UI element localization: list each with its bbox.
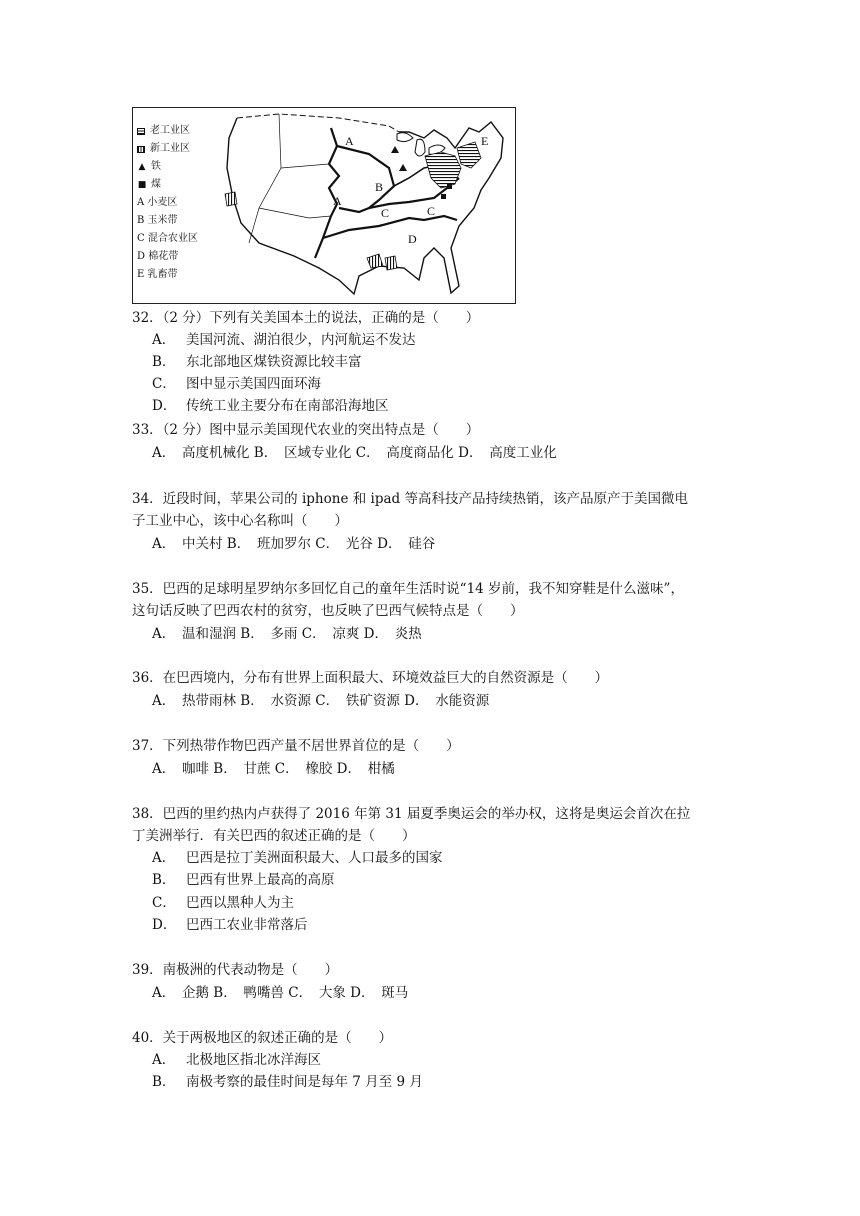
question-37-options[interactable]: A． 咖啡 B． 甘蔗 C． 橡胶 D． 柑橘 — [152, 761, 395, 777]
question-38-option-c[interactable]: C． 巴西以黑种人为主 — [152, 895, 294, 911]
hatch-vertical-icon — [137, 146, 145, 153]
region-label-c-east: C — [427, 204, 436, 218]
map-legend — [137, 122, 231, 284]
question-38-option-a[interactable]: A． 巴西是拉丁美洲面积最大、人口最多的国家 — [152, 850, 443, 866]
question-40-option-b[interactable]: B． 南极考察的最佳时间是每年 7 月至 9 月 — [152, 1074, 423, 1090]
question-37-stem: 37．下列热带作物巴西产量不居世界首位的是（ ） — [132, 738, 460, 754]
question-32-option-c[interactable]: C． 图中显示美国四面环海 — [152, 376, 321, 392]
question-38-option-d[interactable]: D． 巴西工农业非常落后 — [152, 917, 308, 933]
question-32-option-b[interactable]: B． 东北部地区煤铁资源比较丰富 — [152, 354, 362, 370]
square-icon: ■ — [137, 180, 147, 190]
question-39-options[interactable]: A． 企鹅 B． 鸭嘴兽 C． 大象 D． 斑马 — [152, 985, 409, 1001]
question-34-stem-cont: 子工业中心，该中心名称叫（ ） — [132, 513, 348, 529]
legend-item-cotton: D 棉花带 — [137, 251, 179, 262]
question-34-stem: 34．近段时间，苹果公司的 iphone 和 ipad 等高科技产品持续热销，该产品原产于美国微电 — [132, 491, 688, 507]
region-label-a-south: A — [333, 194, 342, 208]
question-40-stem: 40．关于两极地区的叙述正确的是（ ） — [132, 1030, 393, 1046]
question-35-options[interactable]: A． 温和湿润 B． 多雨 C． 凉爽 D． 炎热 — [152, 626, 422, 642]
legend-item-corn: B 玉米带 — [137, 215, 178, 226]
question-36-options[interactable]: A． 热带雨林 B． 水资源 C． 铁矿资源 D． 水能资源 — [152, 693, 490, 709]
region-label-a-north: A — [345, 134, 354, 148]
legend-item-iron: ▲ 铁 — [137, 158, 231, 176]
question-38-stem-cont: 丁美洲举行．有关巴西的叙述正确的是（ ） — [132, 828, 416, 844]
hatch-horizontal-icon — [137, 128, 145, 135]
legend-item-mixed: C 混合农业区 — [137, 233, 198, 244]
usa-outline-map — [219, 108, 514, 302]
question-34-options[interactable]: A． 中关村 B． 班加罗尔 C． 光谷 D． 硅谷 — [152, 536, 436, 552]
region-label-d: D — [408, 232, 417, 246]
region-label-e: E — [481, 134, 489, 148]
question-40-option-a[interactable]: A． 北极地区指北冰洋海区 — [152, 1052, 321, 1068]
question-32-option-a[interactable]: A． 美国河流、湖泊很少，内河航运不发达 — [152, 332, 416, 348]
question-32-option-d[interactable]: D． 传统工业主要分布在南部沿海地区 — [152, 398, 389, 414]
region-label-b: B — [375, 180, 384, 194]
question-38-stem: 38．巴西的里约热内卢获得了 2016 年第 31 届夏季奥运会的举办权，这将是奥运会首次在拉 — [132, 806, 691, 822]
legend-item-new-industry: 新工业区 — [137, 140, 231, 158]
legend-item-coal: ■ 煤 — [137, 176, 231, 194]
question-35-stem: 35．巴西的足球明星罗纳尔多回忆自己的童年生活时说“14 岁前，我不知穿鞋是什么滋味”， — [132, 581, 684, 597]
question-32-stem: 32．（2 分）下列有关美国本土的说法，正确的是（ ） — [132, 310, 480, 326]
triangle-icon: ▲ — [138, 162, 146, 172]
region-label-c-west: C — [381, 206, 390, 220]
question-33-options[interactable]: A． 高度机械化 B． 区域专业化 C． 高度商品化 D． 高度工业化 — [152, 445, 557, 461]
usa-map-figure — [132, 107, 516, 304]
question-39-stem: 39．南极洲的代表动物是（ ） — [132, 962, 339, 978]
legend-item-dairy: E 乳畜带 — [137, 269, 178, 280]
legend-item-old-industry: 老工业区 — [137, 122, 231, 140]
legend-item-wheat: A 小麦区 — [137, 197, 178, 208]
question-35-stem-cont: 这句话反映了巴西农村的贫穷，也反映了巴西气候特点是（ ） — [132, 603, 524, 619]
question-33-stem: 33．（2 分）图中显示美国现代农业的突出特点是（ ） — [132, 422, 480, 438]
question-36-stem: 36．在巴西境内，分布有世界上面积最大、环境效益巨大的自然资源是（ ） — [132, 670, 609, 686]
question-38-option-b[interactable]: B． 巴西有世界上最高的高原 — [152, 872, 335, 888]
